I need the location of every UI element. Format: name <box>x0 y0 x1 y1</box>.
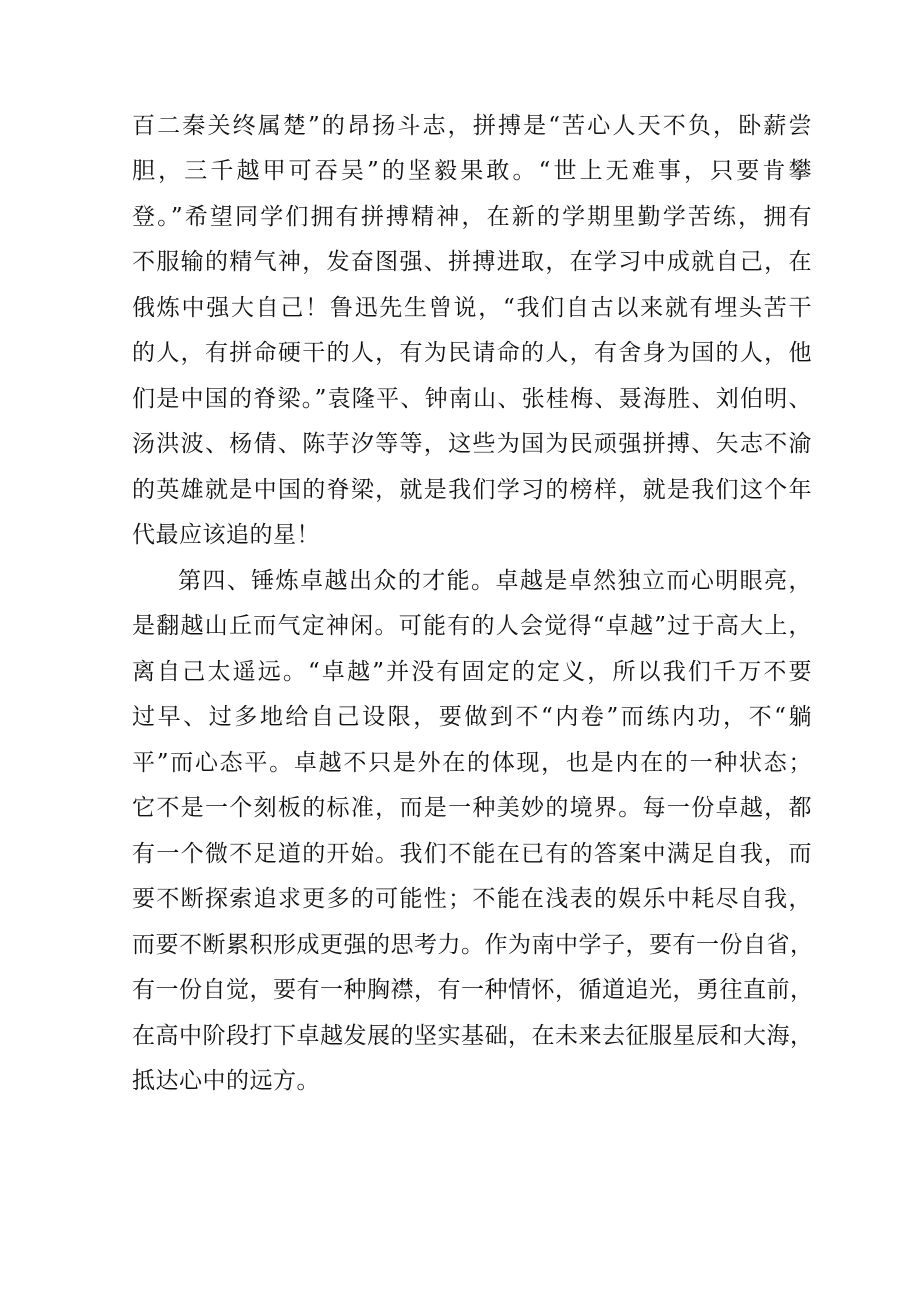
paragraph-line: 俄炼中强大自己！鲁迅先生曾说，“我们自古以来就有埋头苦干 <box>132 295 812 321</box>
paragraph-line: 有一份自觉，要有一种胸襟，有一种情怀，循道追光，勇往直前， <box>132 977 814 1003</box>
paragraph-line: 要不断探索追求更多的可能性；不能在浅表的娱乐中耗尽自我， <box>132 886 812 912</box>
paragraph-line: 汤洪波、杨倩、陈芋汐等等，这些为国为民顽强拼搏、矢志不渝 <box>132 431 812 457</box>
paragraph-line: 胆，三千越甲可吞吴”的坚毅果敢。“世上无难事，只要肯攀 <box>132 158 812 184</box>
paragraph-first-line: 第四、锤炼卓越出众的才能。卓越是卓然独立而心明眼亮， <box>178 568 812 594</box>
paragraph-line: 离自己太遥远。“卓越”并没有固定的定义，所以我们千万不要 <box>132 659 812 685</box>
paragraph-line: 它不是一个刻板的标准，而是一种美妙的境界。每一份卓越，都 <box>132 795 812 821</box>
paragraph-line: 有一个微不足道的开始。我们不能在已有的答案中满足自我，而 <box>132 841 812 867</box>
paragraph-line: 而要不断累积形成更强的思考力。作为南中学子，要有一份自省， <box>132 932 814 958</box>
paragraph-line: 的英雄就是中国的脊梁，就是我们学习的榜样，就是我们这个年 <box>132 477 812 503</box>
paragraph-line: 不服输的精气神，发奋图强、拼搏进取，在学习中成就自己，在 <box>132 249 812 275</box>
paragraph-line: 百二秦关终属楚”的昂扬斗志，拼搏是“苦心人天不负，卧薪尝 <box>132 113 812 139</box>
paragraph-line: 的人，有拼命硬干的人，有为民请命的人，有舍身为国的人，他 <box>132 340 812 366</box>
paragraph-line: 抵达心中的远方。 <box>132 1068 320 1094</box>
paragraph-line: 登。”希望同学们拥有拼搏精神，在新的学期里勤学苦练，拥有 <box>132 204 812 230</box>
paragraph-line: 们是中国的脊梁。”袁隆平、钟南山、张桂梅、聂海胜、刘伯明、 <box>132 386 812 412</box>
paragraph-line: 过早、过多地给自己设限，要做到不“内卷”而练内功，不“躺 <box>132 704 812 730</box>
paragraph-line: 是翻越山丘而气定神闲。可能有的人会觉得“卓越”过于高大上， <box>132 613 812 639</box>
paragraph-line: 代最应该追的星！ <box>132 522 320 548</box>
paragraph-line: 在高中阶段打下卓越发展的坚实基础，在未来去征服星辰和大海， <box>132 1023 814 1049</box>
paragraph-line: 平”而心态平。卓越不只是外在的体现，也是内在的一种状态； <box>132 750 812 776</box>
